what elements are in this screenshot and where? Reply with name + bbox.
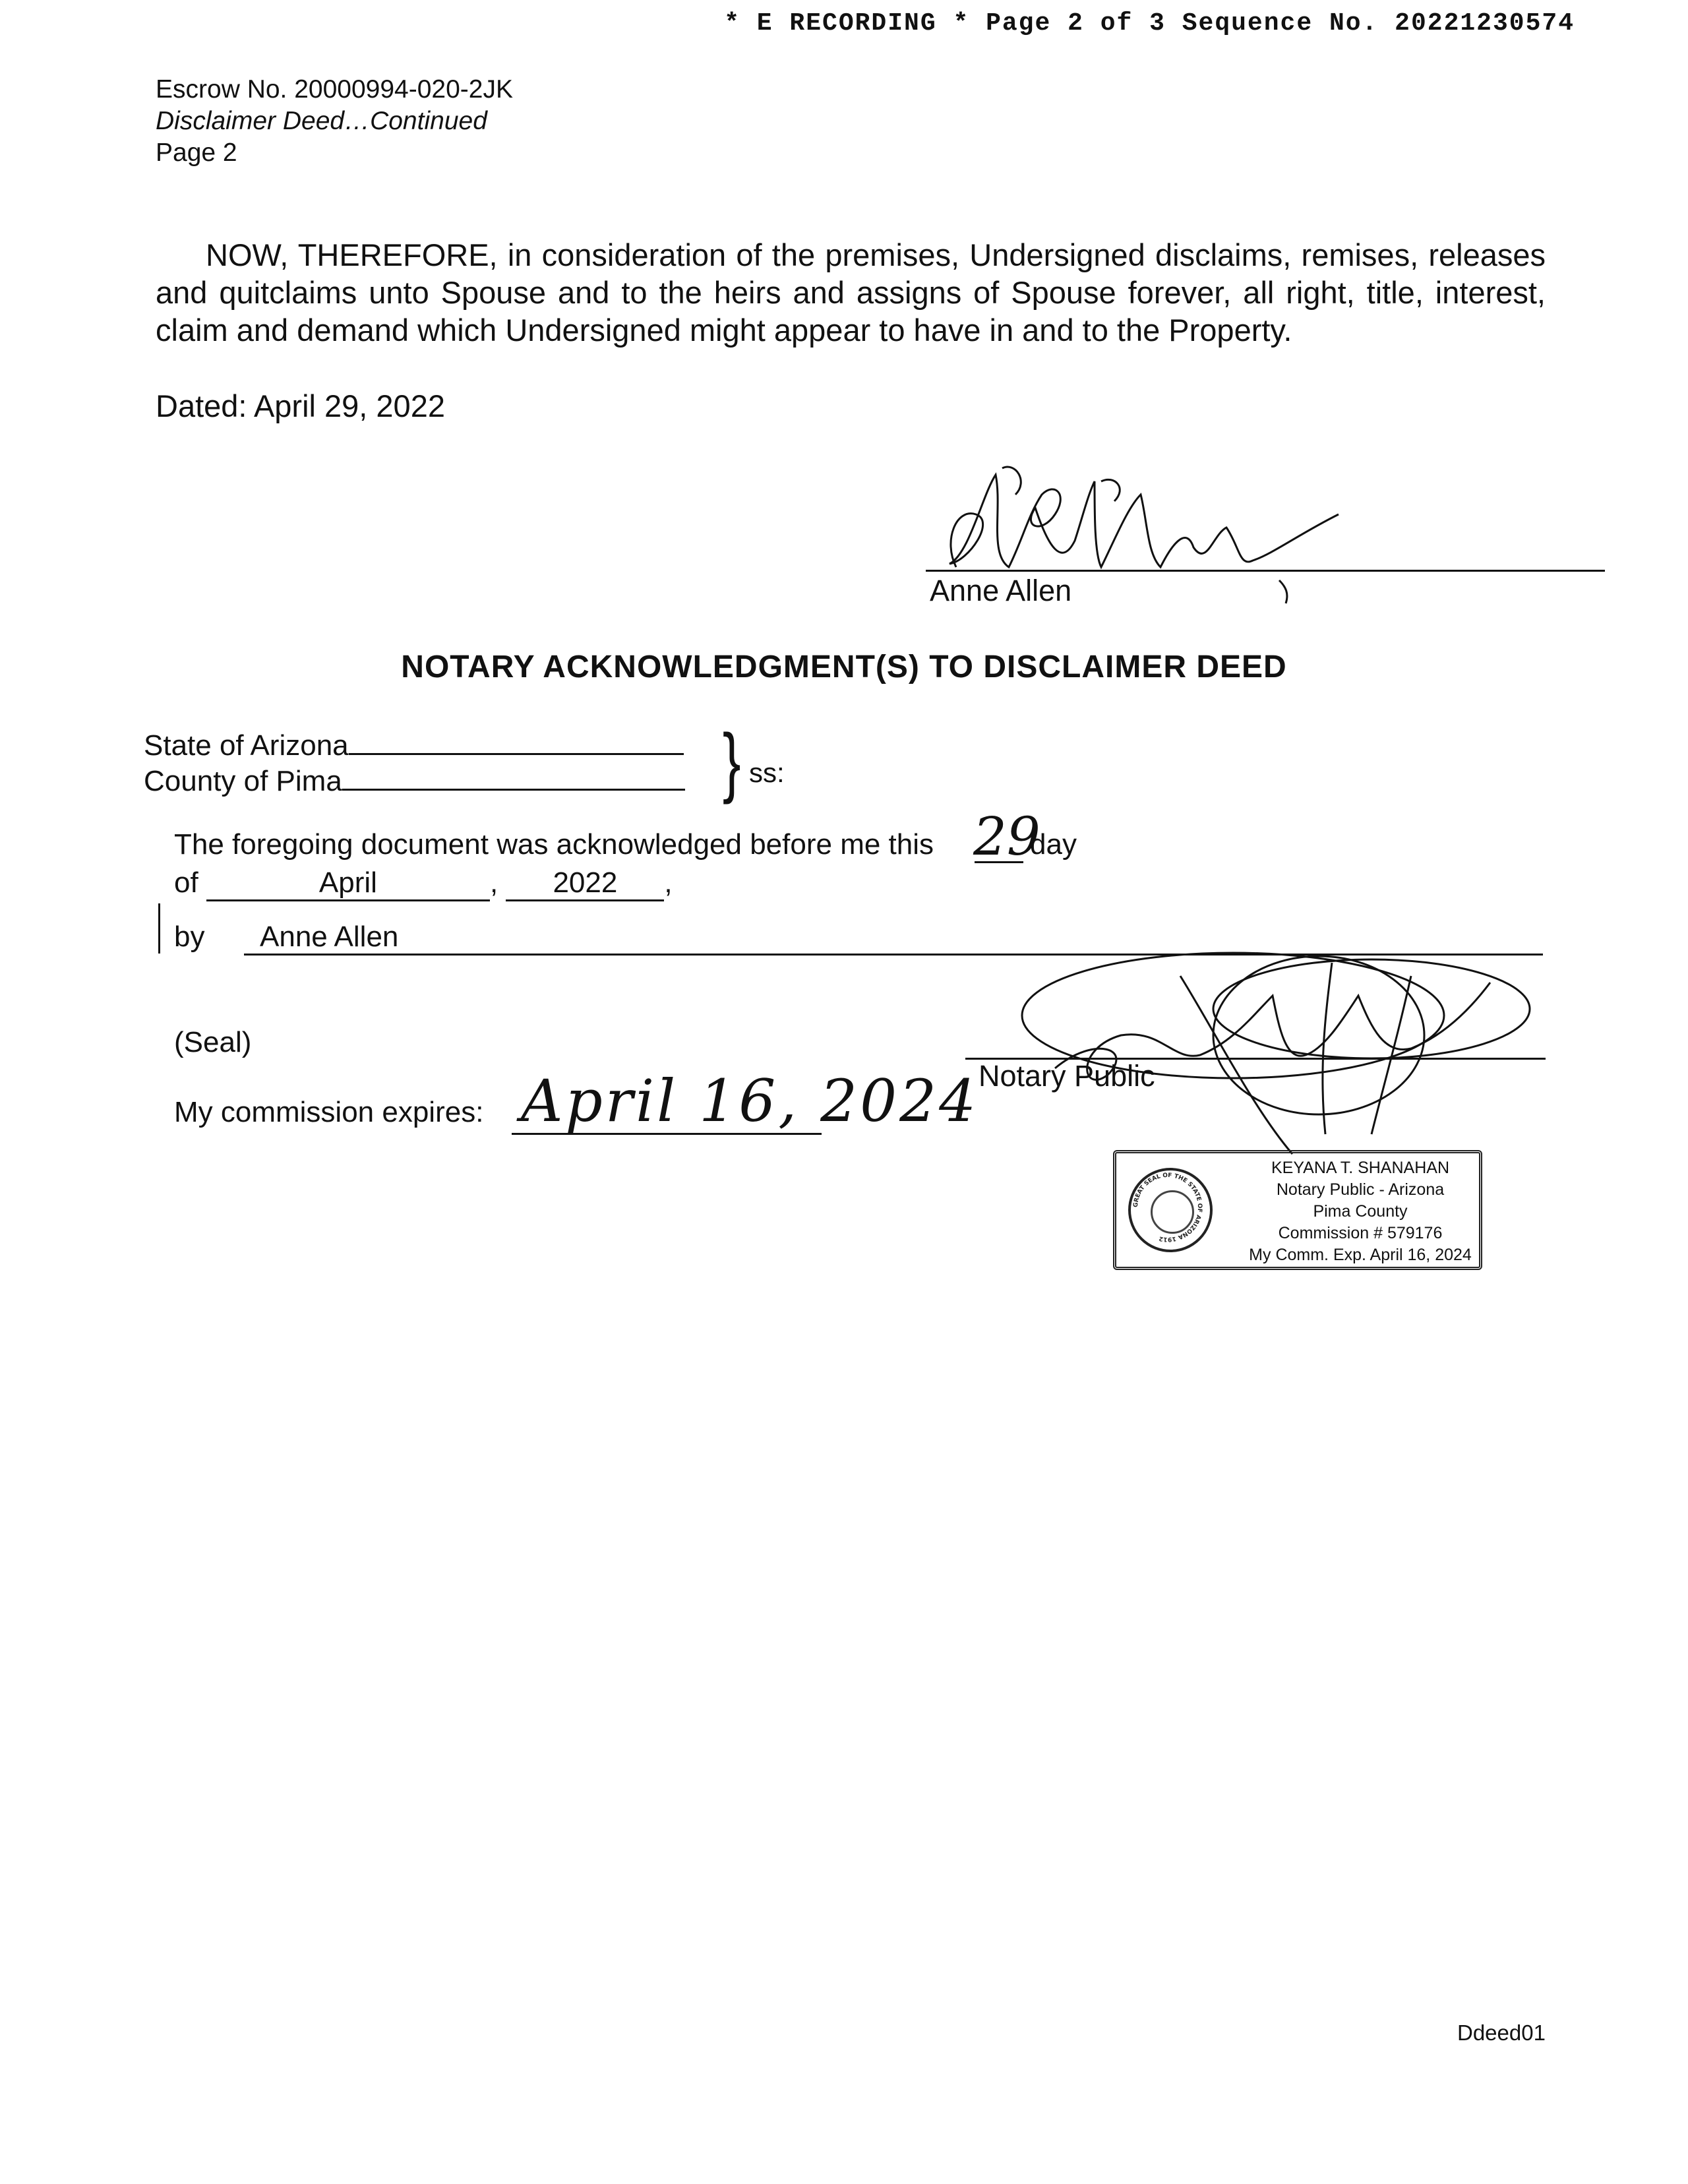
escrow-block	[156, 74, 513, 169]
seal-ring-text: GREAT SEAL OF THE STATE OF ARIZONA 1912	[1132, 1172, 1203, 1243]
foregoing-text: The foregoing document was acknowledged before me this	[174, 828, 934, 861]
notary-signature	[1015, 936, 1543, 1174]
county-label: County of Pima	[144, 765, 342, 797]
page-label: Page 2	[156, 138, 237, 167]
by-label: by	[174, 921, 205, 953]
signer-name: Anne Allen	[930, 574, 1072, 607]
notary-public-label: Notary Public	[979, 1059, 1155, 1093]
stamp-expiry: My Comm. Exp. April 16, 2024	[1249, 1246, 1472, 1264]
year-value: 2022	[506, 866, 664, 901]
commission-handwritten: April 16, 2024	[521, 1067, 979, 1135]
commission-underline	[512, 1133, 822, 1135]
footer-code: Ddeed01	[1457, 2020, 1546, 2045]
handwritten-day: 29	[973, 806, 1040, 867]
state-blank	[349, 728, 684, 755]
recording-header: * E RECORDING * Page 2 of 3 Sequence No. 20221230574	[724, 9, 1575, 38]
body-paragraph	[156, 236, 1546, 349]
signer-signature-line	[926, 570, 1605, 572]
of-line: of April , 2022 ,	[174, 866, 673, 901]
notary-title: NOTARY ACKNOWLEDGMENT(S) TO DISCLAIMER DEED	[401, 650, 1287, 684]
day-word: day	[1030, 828, 1077, 861]
notary-stamp	[1113, 1150, 1482, 1270]
dated-line: Dated: April 29, 2022	[156, 388, 445, 423]
state-seal-icon	[1128, 1168, 1213, 1252]
of-label: of	[174, 866, 198, 899]
stamp-title: Notary Public - Arizona	[1276, 1180, 1445, 1199]
margin-bar	[158, 903, 160, 954]
county-line	[144, 764, 685, 798]
by-name: Anne Allen	[260, 921, 399, 953]
ss-label: ss:	[749, 757, 785, 788]
body-text: NOW, THEREFORE, in consideration of the premises, Undersigned disclaims, remises, releases and quitclaims unto Spouse and to the heirs and assigns of Spouse forever, all right, title, interest, claim and demand which Undersigned might appear to have in and to the Property.	[156, 237, 1546, 348]
county-blank	[342, 764, 685, 791]
month-value: April	[206, 866, 490, 901]
day-underline	[975, 861, 1023, 863]
escrow-number: Escrow No. 20000994-020-2JK	[156, 75, 513, 104]
seal-label: (Seal)	[174, 1026, 252, 1058]
commission-label: My commission expires:	[174, 1096, 484, 1128]
brace-symbol: }	[722, 718, 741, 805]
stamp-county: Pima County	[1313, 1202, 1408, 1221]
stamp-name: KEYANA T. SHANAHAN	[1271, 1159, 1449, 1177]
state-label: State of Arizona	[144, 729, 349, 762]
state-line	[144, 728, 684, 762]
stamp-commission: Commission # 579176	[1278, 1224, 1443, 1242]
continued-label: Disclaimer Deed…Continued	[156, 107, 487, 135]
stamp-text	[1248, 1157, 1472, 1266]
seal-center	[1151, 1190, 1194, 1234]
